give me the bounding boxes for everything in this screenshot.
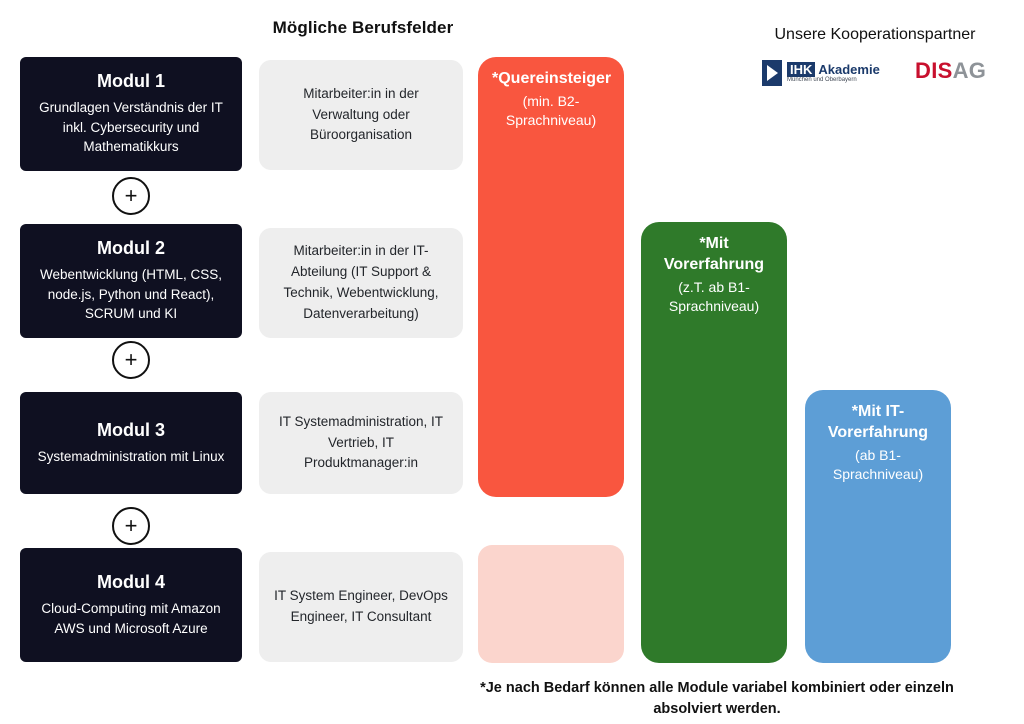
plus-icon: + xyxy=(112,341,150,379)
module-card-4 xyxy=(20,548,242,662)
module-card-3 xyxy=(20,392,242,494)
dis-ag-logo xyxy=(915,58,986,84)
job-field-card: IT Systemadministration, IT Vertrieb, IT Produktmanager:in xyxy=(259,392,463,494)
plus-icon: + xyxy=(112,177,150,215)
module-1-title: Modul 1 xyxy=(97,71,165,92)
module-1-description: Grundlagen Verständnis der IT inkl. Cybersecurity und Mathematikkurs xyxy=(39,100,223,155)
track-quereinsteiger xyxy=(478,57,624,497)
ihk-subtitle: München und Oberbayern xyxy=(787,77,857,84)
track-mit-vorerfahrung-title: *Mit Vorerfahrung xyxy=(663,235,765,273)
track-mit-it-vorerfahrung-subtitle: (ab B1-Sprachniveau) xyxy=(832,446,924,483)
module-3-title: Modul 3 xyxy=(97,419,165,440)
job-field-card: Mitarbeiter:in in der IT-Abteilung (IT Support & Technik, Webentwicklung, Datenverarbeitung) xyxy=(259,228,463,338)
partners-heading: Unsere Kooperationspartner xyxy=(774,26,976,43)
module-4-description: Cloud-Computing mit Amazon AWS und Microsoft Azure xyxy=(41,600,221,636)
footnote-text: *Je nach Bedarf können alle Module variabel kombiniert oder einzeln absolviert werden. xyxy=(480,680,954,718)
job-fields-heading: Mögliche Berufsfelder xyxy=(272,18,454,37)
ihk-name: Akademie xyxy=(818,61,880,77)
track-mit-it-vorerfahrung-title: *Mit IT-Vorerfahrung xyxy=(827,403,929,441)
ihk-logo-title xyxy=(787,63,880,77)
track-mit-vorerfahrung-subtitle: (z.T. ab B1-Sprachniveau) xyxy=(668,278,760,315)
ihk-arrow-icon xyxy=(762,60,782,86)
dis-logo-suffix: AG xyxy=(952,58,987,83)
module-2-description: Webentwicklung (HTML, CSS, node.js, Python und React), SCRUM und KI xyxy=(39,267,223,322)
module-card-1 xyxy=(20,57,242,171)
track-quereinsteiger-title: *Quereinsteiger xyxy=(492,70,612,87)
track-quereinsteiger-extension xyxy=(478,545,624,663)
module-2-title: Modul 2 xyxy=(97,238,165,259)
track-mit-it-vorerfahrung xyxy=(805,390,951,663)
ihk-akademie-logo xyxy=(762,57,884,89)
track-mit-vorerfahrung xyxy=(641,222,787,663)
module-card-2 xyxy=(20,224,242,338)
plus-icon: + xyxy=(112,507,150,545)
ihk-abbreviation: IHK xyxy=(787,62,815,77)
job-field-card: Mitarbeiter:in in der Verwaltung oder Büroorganisation xyxy=(259,60,463,170)
module-3-description: Systemadministration mit Linux xyxy=(37,448,225,464)
dis-logo-main: DIS xyxy=(915,58,953,83)
module-4-title: Modul 4 xyxy=(97,571,165,592)
job-field-card: IT System Engineer, DevOps Engineer, IT Consultant xyxy=(259,552,463,662)
ihk-logo-text xyxy=(787,63,880,84)
track-quereinsteiger-subtitle: (min. B2-Sprachniveau) xyxy=(505,92,597,129)
